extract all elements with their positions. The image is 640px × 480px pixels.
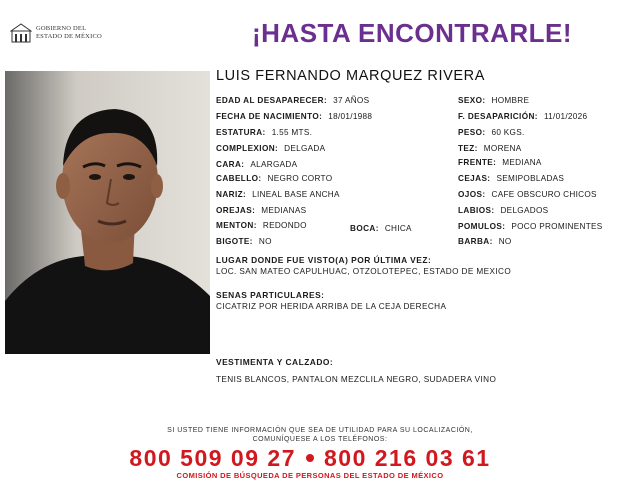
field-orejas [216, 206, 306, 216]
field-value: POCO PROMINENTES [511, 222, 603, 231]
logo-line-1: GOBIERNO DEL [36, 25, 87, 32]
field-ojos [458, 190, 597, 200]
field-label: FECHA DE NACIMIENTO: [216, 112, 323, 121]
field-label: LABIOS: [458, 206, 495, 215]
commission-name: COMISIÓN DE BÚSQUEDA DE PERSONAS DEL ESTADO DE MÉXICO [176, 471, 444, 480]
field-label: F. DESAPARICIÓN: [458, 112, 538, 121]
field-value: SEMIPOBLADAS [496, 174, 565, 183]
phone-number-2[interactable]: 800 216 03 61 [324, 445, 491, 471]
field-cara [216, 160, 297, 170]
field-value: NEGRO CORTO [267, 174, 333, 183]
field-sexo [458, 96, 529, 106]
field-label: BARBA: [458, 237, 493, 246]
footer-note-line-2: COMUNÍQUESE A LOS TELÉFONOS: [252, 436, 388, 443]
field-value: MORENA [483, 144, 522, 153]
lugar-title: LUGAR DONDE FUE VISTO(A) POR ÚLTIMA VEZ: [216, 255, 432, 265]
field-estatura [216, 128, 312, 138]
field-frente [458, 158, 542, 168]
field-nariz [216, 190, 340, 200]
field-labios [458, 206, 548, 216]
field-value: MEDIANA [502, 158, 542, 167]
field-menton [216, 221, 307, 231]
field-value: MEDIANAS [261, 206, 307, 215]
field-label: CABELLO: [216, 174, 262, 183]
field-label: OREJAS: [216, 206, 256, 215]
field-peso [458, 128, 525, 138]
person-photo [5, 71, 210, 354]
phone-numbers [0, 445, 620, 472]
field-value: 60 KGS. [491, 128, 525, 137]
government-logo [10, 22, 102, 44]
field-cabello [216, 174, 332, 184]
field-label: FRENTE: [458, 158, 497, 167]
field-label: POMULOS: [458, 222, 506, 231]
bullet-dot-icon [306, 454, 314, 462]
field-label: NARIZ: [216, 190, 247, 199]
field-label: COMPLEXION: [216, 144, 279, 153]
vestimenta-text: TENIS BLANCOS, PANTALON MEZCLILA NEGRO, SUDADERA VINO [216, 375, 497, 384]
logo-text [36, 25, 102, 41]
field-value: REDONDO [262, 221, 307, 230]
footer-note [0, 426, 640, 444]
field-value: NO [258, 237, 272, 246]
field-barba [458, 237, 512, 247]
footer-note-line-1: SI USTED TIENE INFORMACIÓN QUE SEA DE UTILIDAD PARA SU LOCALIZACIÓN, [167, 427, 473, 434]
field-label: BIGOTE: [216, 237, 253, 246]
field-value: 37 AÑOS [333, 96, 370, 105]
field-value: DELGADA [284, 144, 326, 153]
field-label: CEJAS: [458, 174, 491, 183]
field-label: EDAD AL DESAPARECER: [216, 96, 328, 105]
phone-number-1[interactable]: 800 509 09 27 [129, 445, 296, 471]
vestimenta-title: VESTIMENTA Y CALZADO: [216, 357, 334, 367]
field-bigote [216, 237, 272, 247]
field-value: ALARGADA [250, 160, 298, 169]
field-label: TEZ: [458, 144, 478, 153]
lugar-text: LOC. SAN MATEO CAPULHUAC, OTZOLOTEPEC, ESTADO DE MEXICO [216, 267, 512, 276]
field-label: ESTATURA: [216, 128, 266, 137]
field-value: CAFE OBSCURO CHICOS [491, 190, 597, 199]
senas-title: SENAS PARTICULARES: [216, 290, 325, 300]
field-cejas [458, 174, 564, 184]
field-tez [458, 144, 522, 154]
field-value: 18/01/1988 [328, 112, 373, 121]
field-value: NO [498, 237, 512, 246]
field-nacimiento [216, 112, 372, 122]
field-value: LINEAL BASE ANCHA [252, 190, 340, 199]
field-value: CHICA [384, 224, 412, 233]
field-label: BOCA: [350, 224, 379, 233]
field-boca [350, 224, 412, 234]
field-value: DELGADOS [500, 206, 549, 215]
field-value: 1.55 MTS. [271, 128, 313, 137]
field-value: HOMBRE [491, 96, 530, 105]
headline: ¡HASTA ENCONTRARLE! [252, 18, 573, 48]
person-name: LUIS FERNANDO MARQUEZ RIVERA [216, 68, 485, 84]
field-pomulos [458, 222, 603, 232]
field-label: CARA: [216, 160, 245, 169]
senas-text: CICATRIZ POR HERIDA ARRIBA DE LA CEJA DERECHA [216, 302, 447, 311]
field-desaparicion [458, 112, 587, 122]
field-label: SEXO: [458, 96, 486, 105]
field-value: 11/01/2026 [543, 112, 588, 121]
state-seal-icon [10, 22, 32, 44]
field-label: OJOS: [458, 190, 486, 199]
field-label: PESO: [458, 128, 486, 137]
field-label: MENTON: [216, 221, 257, 230]
field-edad [216, 96, 369, 106]
field-complexion [216, 144, 325, 154]
logo-line-2: ESTADO DE MÉXICO [36, 33, 102, 40]
